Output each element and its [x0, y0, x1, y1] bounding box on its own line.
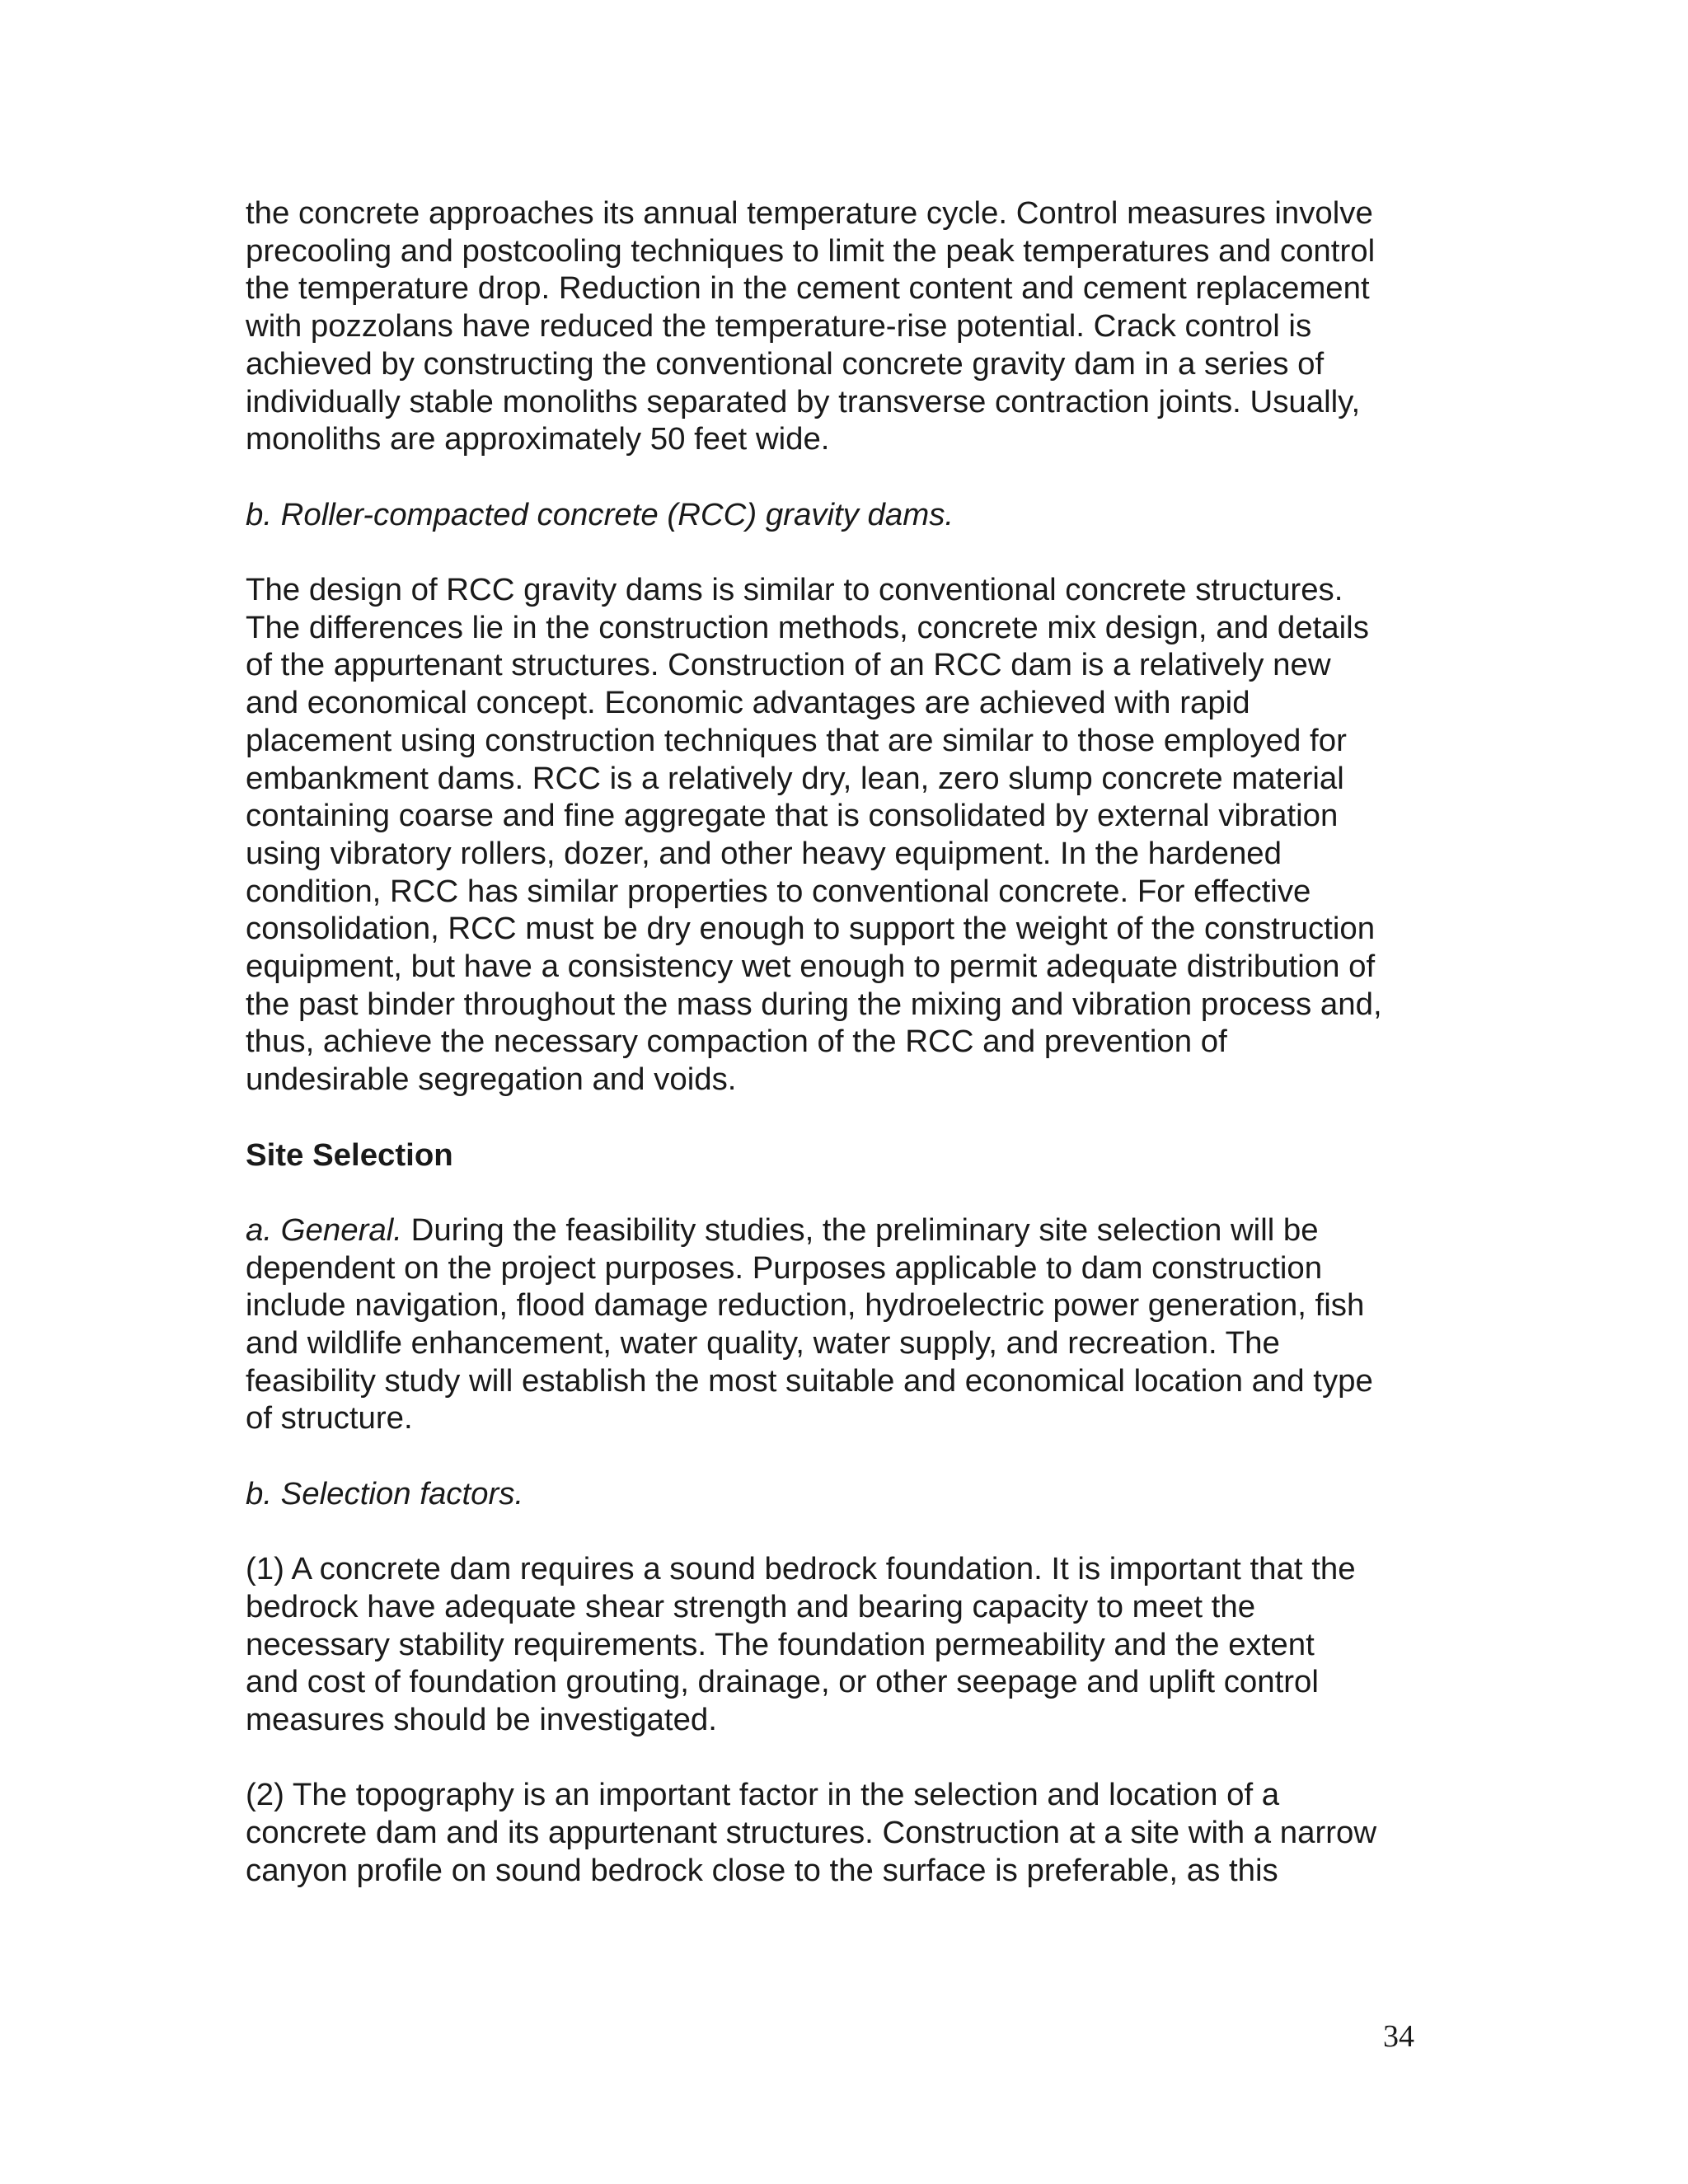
text-line: condition, RCC has similar properties to conventional concrete. For effective [246, 873, 1311, 909]
text-line: precooling and postcooling techniques to limit the peak temperatures and control [246, 232, 1376, 269]
text-line: equipment, but have a consistency wet enough to permit adequate distribution of [246, 949, 1376, 985]
text-line: canyon profile on sound bedrock close to the surface is preferable, as this [246, 1852, 1278, 1888]
text-line: of the appurtenant structures. Construction of an RCC dam is a relatively new [246, 647, 1331, 683]
text-line: using vibratory rollers, dozer, and other heavy equipment. In the hardened [246, 835, 1282, 871]
subheading-rcc-gravity-dams [246, 496, 1457, 534]
text-line: include navigation, flood damage reduction, hydroelectric power generation, fish [246, 1287, 1365, 1324]
text-line: measures should be investigated. [246, 1702, 717, 1738]
text-line: dependent on the project purposes. Purposes applicable to dam construction [246, 1249, 1323, 1286]
text-line: feasibility study will establish the most suitable and economical location and type [246, 1362, 1373, 1399]
paragraph-general [246, 1212, 1457, 1437]
paragraph-rcc-design [246, 571, 1457, 1099]
text-line [246, 1212, 1457, 1249]
text-line: thus, achieve the necessary compaction of the RCC and prevention of [246, 1024, 1227, 1060]
page-number: 34 [1383, 2019, 1414, 2054]
text-line: individually stable monoliths separated by transverse contraction joints. Usually, [246, 383, 1361, 419]
text-line: the temperature drop. Reduction in the cement content and cement replacement [246, 270, 1370, 307]
text-line: the concrete approaches its annual temperature cycle. Control measures involve [246, 195, 1373, 231]
text-line: containing coarse and fine aggregate that is consolidated by external vibration [246, 798, 1339, 834]
text-line: and wildlife enhancement, water quality, water supply, and recreation. The [246, 1325, 1280, 1361]
paragraph-factor-2-topography [246, 1776, 1457, 1889]
text-line: the past binder throughout the mass during the mixing and vibration process and, [246, 986, 1382, 1022]
text-line: and economical concept. Economic advantages are achieved with rapid [246, 685, 1250, 721]
text-line: b. Selection factors. [246, 1475, 524, 1511]
text-line: b. Roller-compacted concrete (RCC) gravity dams. [246, 496, 954, 532]
text-line: (2) The topography is an important factor in the selection and location of a [246, 1777, 1280, 1813]
subheading-selection-factors [246, 1475, 1457, 1513]
heading-text: Site Selection [246, 1137, 453, 1173]
page-body [246, 194, 1457, 1890]
text-line: of structure. [246, 1400, 413, 1436]
text-line: embankment dams. RCC is a relatively dry, lean, zero slump concrete material [246, 760, 1344, 796]
text-line: with pozzolans have reduced the temperature-rise potential. Crack control is [246, 308, 1312, 344]
section-heading-site-selection [246, 1137, 1457, 1174]
text-line: placement using construction techniques that are similar to those employed for [246, 722, 1347, 758]
text-line: consolidation, RCC must be dry enough to support the weight of the construction [246, 911, 1376, 947]
text-run: During the feasibility studies, the preliminary site selection will be [401, 1212, 1319, 1248]
text-line: bedrock have adequate shear strength and bearing capacity to meet the [246, 1588, 1256, 1624]
text-line: and cost of foundation grouting, drainage, or other seepage and uplift control [246, 1664, 1319, 1700]
text-line: necessary stability requirements. The foundation permeability and the extent [246, 1626, 1315, 1662]
text-line: The differences lie in the construction methods, concrete mix design, and details [246, 609, 1369, 645]
text-line: achieved by constructing the conventional concrete gravity dam in a series of [246, 345, 1325, 382]
text-line: monoliths are approximately 50 feet wide. [246, 421, 830, 457]
text-line: The design of RCC gravity dams is similar to conventional concrete structures. [246, 572, 1343, 607]
text-line: (1) A concrete dam requires a sound bedrock foundation. It is important that the [246, 1551, 1356, 1587]
lead-label: a. General. [246, 1212, 402, 1248]
text-line: undesirable segregation and voids. [246, 1062, 737, 1098]
paragraph-factor-1-foundation [246, 1550, 1457, 1739]
paragraph-temperature-control [246, 194, 1457, 458]
text-line: concrete dam and its appurtenant structures. Construction at a site with a narrow [246, 1815, 1377, 1851]
